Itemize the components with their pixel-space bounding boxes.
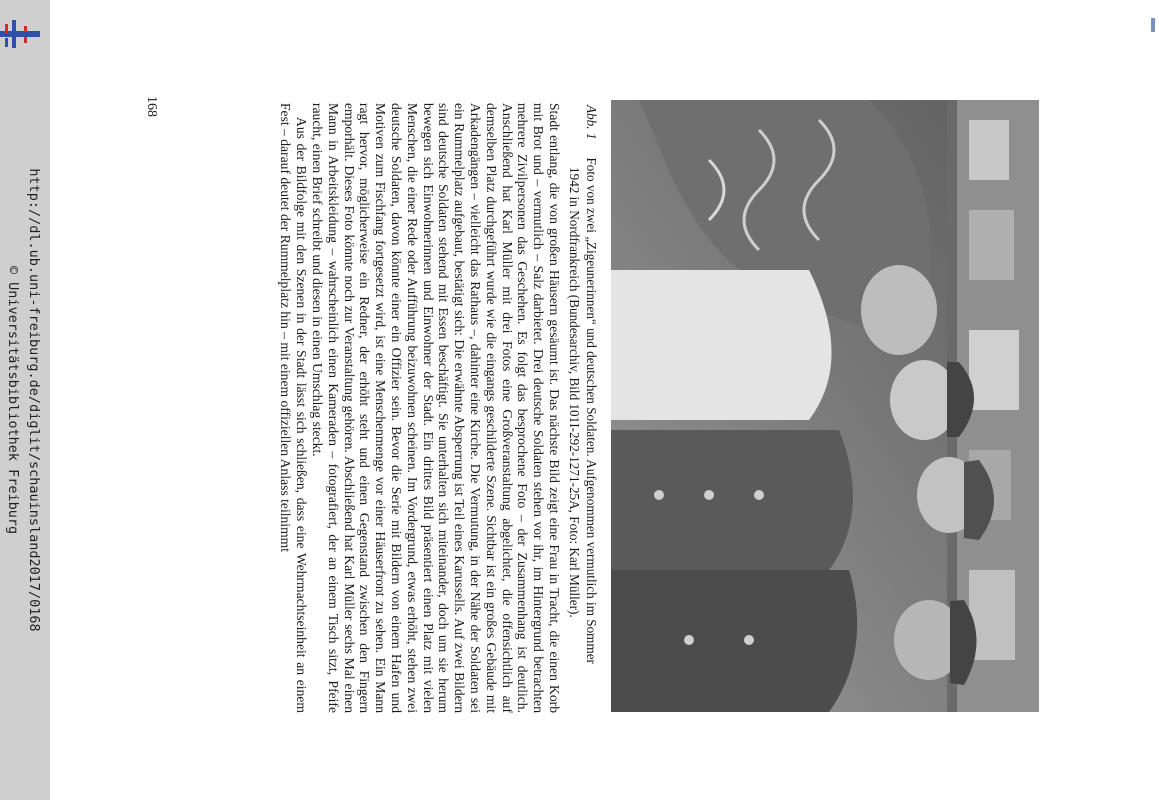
caption-line-1: Foto von zwei „Zigeunerinnen“ und deutschen Soldaten. Aufgenommen vermutlich im Sommer [584, 157, 599, 664]
paragraph: Stadt entlang, die von großen Häusern gesäumt ist. Das nächste Bild zeigt eine Frau in Tracht, die einen Korb mit Brot und – vermutlich – Salz darbietet. Drei deutsche Soldaten stehen vor ihr, im Hintergrund betrachten mehrere Zivilpersonen das Geschehen. Es folgt das besprochene Foto – der Zusammenhang ist deutlich. Anschließend hat Karl Müller mit drei Fotos eine Großveranstaltung abgelichtet, die offensichtlich auf demselben Platz durchgeführt wurde wie die eingangs geschilderte Szene. Sichtbar ist ein großes Gebäude mit Arkadengängen – vielleicht das Rathaus –, dahinter eine Kirche. Die Vermutung, in der Nähe der Soldaten sei ein Rummelplatz aufgebaut, bestätigt sich: Die erwähnte Absperrung ist Teil eines Karussells. Auf zwei Bildern sind deutsche Soldaten stehend mit Essen beschäftigt. Sie unterhalten sich miteinander, doch um sie herum bewegen sich Einwohnerinnen und Einwohner der Stadt. Ein drittes Bild präsentiert einen Platz mit vielen Menschen, die einer Rede oder Aufführung beizuwohnen scheinen. Im Vordergrund, etwas erhöht, stehen zwei deutsche Soldaten, davon könnte einer ein Offizier sein. Bevor die Serie mit Bildern von einem Hafen und Motiven zum Fischfang fortgesetzt wird, ist eine Menschenmenge vor einer Häuserfront zu sehen. Ein Mann ragt hervor, möglicherweise ein Redner, der erhöht steht und einen Gegenstand zwischen den Fingern emporhält. Dieses Foto könnte noch zur Veranstaltung gehören. Abschließend hat Karl Müller sechs Mal einen Mann in Arbeitskleidung – wahrscheinlich einen Kameraden – fotografiert, der an einem Tisch sitzt, Pfeife raucht, einen Brief schreibt und diesen in einen Umschlag steckt. [310, 103, 562, 713]
copyright-notice: © Universitätsbibliothek Freiburg [5, 265, 21, 535]
paragraph: Aus der Bildfolge mit den Szenen in der Stadt lässt sich schließen, dass eine Wehrmachtseinheit an einem Fest – darauf deutet der Rummelplatz hin – mit einem offiziellen Anlass teilnimmt [278, 103, 310, 713]
page-number: 168 [144, 96, 159, 117]
caption-line-2: 1942 in Nordfrankreich (Bundesarchiv, Bild 101I-292-1271-25A, Foto: Karl Müller). [567, 167, 583, 618]
figure-caption [566, 105, 599, 705]
figure-label: Abb. 1 [584, 105, 599, 140]
body-text [278, 103, 562, 713]
historical-photo [611, 100, 1039, 712]
photo-image [611, 100, 1039, 712]
source-url[interactable]: http://dl.ub.uni-freiburg.de/diglit/schauinsland2017/0168 [26, 168, 42, 632]
